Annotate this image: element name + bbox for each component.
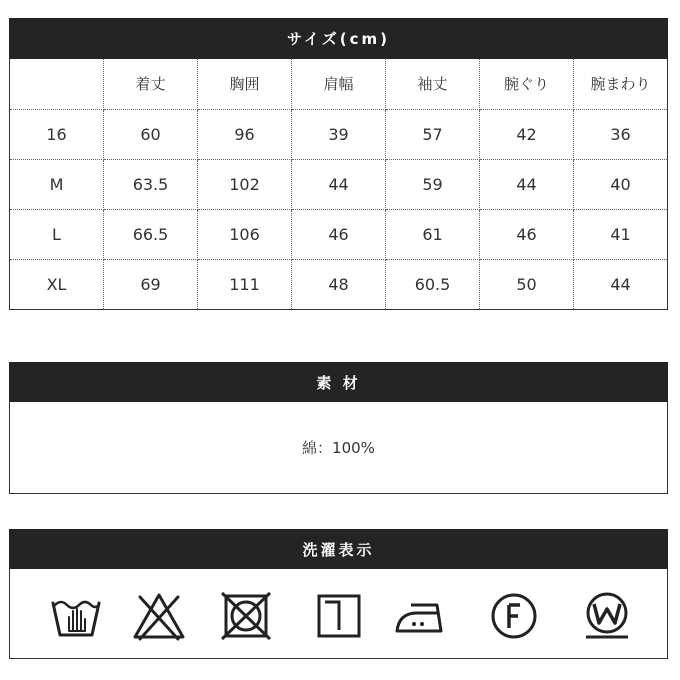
size-label-cell: M bbox=[10, 159, 104, 209]
column-header: 胸囲 bbox=[198, 59, 292, 109]
size-table bbox=[9, 59, 668, 310]
table-cell: 57 bbox=[386, 109, 480, 159]
table-row bbox=[10, 159, 668, 209]
table-cell: 69 bbox=[104, 259, 198, 309]
table-row bbox=[10, 109, 668, 159]
hand-wash-icon bbox=[49, 591, 103, 641]
table-cell: 111 bbox=[198, 259, 292, 309]
table-cell: 96 bbox=[198, 109, 292, 159]
table-cell: 60 bbox=[104, 109, 198, 159]
table-cell: 39 bbox=[292, 109, 386, 159]
table-cell: 44 bbox=[292, 159, 386, 209]
material-section-title: 素 材 bbox=[9, 362, 668, 402]
table-cell: 36 bbox=[574, 109, 668, 159]
column-header: 腕まわり bbox=[574, 59, 668, 109]
table-cell: 59 bbox=[386, 159, 480, 209]
column-header: 着丈 bbox=[104, 59, 198, 109]
table-cell: 42 bbox=[480, 109, 574, 159]
care-icons-box bbox=[9, 569, 668, 659]
table-cell: 61 bbox=[386, 209, 480, 259]
table-cell: 44 bbox=[480, 159, 574, 209]
table-cell: 60.5 bbox=[386, 259, 480, 309]
table-cell: 66.5 bbox=[104, 209, 198, 259]
table-cell: 63.5 bbox=[104, 159, 198, 209]
table-cell: 50 bbox=[480, 259, 574, 309]
table-cell: 46 bbox=[480, 209, 574, 259]
column-header: 肩幅 bbox=[292, 59, 386, 109]
material-content-box bbox=[9, 402, 668, 494]
table-cell: 102 bbox=[198, 159, 292, 209]
column-header: 袖丈 bbox=[386, 59, 480, 109]
table-cell: 40 bbox=[574, 159, 668, 209]
table-cell: 41 bbox=[574, 209, 668, 259]
table-cell: 44 bbox=[610, 274, 631, 294]
drip-dry-icon bbox=[312, 591, 366, 641]
material-text: 綿：100% bbox=[302, 439, 375, 457]
no-bleach-icon bbox=[132, 591, 186, 641]
table-row bbox=[10, 209, 668, 259]
dry-clean-f-icon bbox=[487, 591, 541, 641]
size-label-cell: 16 bbox=[10, 109, 104, 159]
column-header bbox=[10, 59, 104, 109]
size-section-title: サイズ(cm) bbox=[9, 18, 668, 59]
no-tumble-dry-icon bbox=[219, 591, 273, 641]
care-section-title: 洗濯表示 bbox=[9, 529, 668, 569]
size-label-cell: XL bbox=[10, 259, 104, 309]
size-label-cell: L bbox=[10, 209, 104, 259]
table-cell: 46 bbox=[292, 209, 386, 259]
iron-medium-icon bbox=[393, 591, 447, 641]
table-cell: 48 bbox=[292, 259, 386, 309]
table-cell: 106 bbox=[198, 209, 292, 259]
table-row bbox=[10, 259, 668, 309]
wet-clean-w-icon bbox=[580, 591, 634, 641]
size-table-header-row bbox=[10, 59, 668, 109]
column-header: 腕ぐり bbox=[480, 59, 574, 109]
